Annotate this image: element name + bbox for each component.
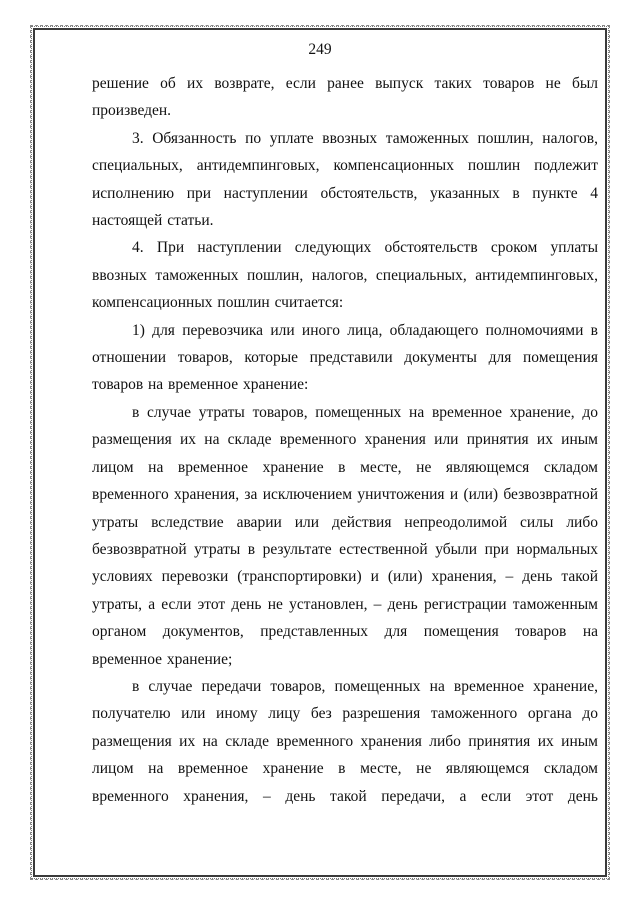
paragraph-item-3: 3. Обязанность по уплате ввозных таможенных пошлин, налогов, специальных, антидемпинговых, компенсационных пошлин подлежит исполнению при наступлении обстоятельств, указанных в пункте 4 настоящей статьи.	[92, 129, 598, 230]
paragraph-continuation: решение об их возврате, если ранее выпуск таких товаров не был произведен.	[92, 75, 598, 120]
paragraph-subitem-1: 1) для перевозчика или иного лица, обладающего полномочиями в отношении товаров, которые представили документы для помещения товаров на временное хранение:	[92, 321, 598, 394]
document-body	[92, 70, 598, 810]
paragraph-transfer-case: в случае передачи товаров, помещенных на временное хранение, получателю или иному лицу без разрешения таможенного органа до размещения их на складе временного хранения либо принятия их иным лицом на временное хранение в месте, не являющемся складом временного хранения, – день такой передачи, а если этот день	[92, 677, 598, 805]
paragraph-loss-case: в случае утраты товаров, помещенных на временное хранение, до размещения их на складе временного хранения или принятия их иным лицом на временное хранение в месте, не являющемся складом временного хранения, за исключением уничтожения и (или) безвозвратной утраты вследствие аварии или действия непреодолимой силы либо безвозвратной утраты в результате естественной убыли при нормальных условиях перевозки (транспортировки) и (или) хранения, – день такой утраты, а если этот день не установлен, – день регистрации таможенным органом документов, представленных для помещения товаров на временное хранение;	[92, 403, 598, 668]
page-number: 249	[308, 41, 332, 58]
paragraph-item-4: 4. При наступлении следующих обстоятельств сроком уплаты ввозных таможенных пошлин, налогов, специальных, антидемпинговых, компенсационных пошлин считается:	[92, 239, 598, 312]
document-page	[33, 28, 607, 877]
